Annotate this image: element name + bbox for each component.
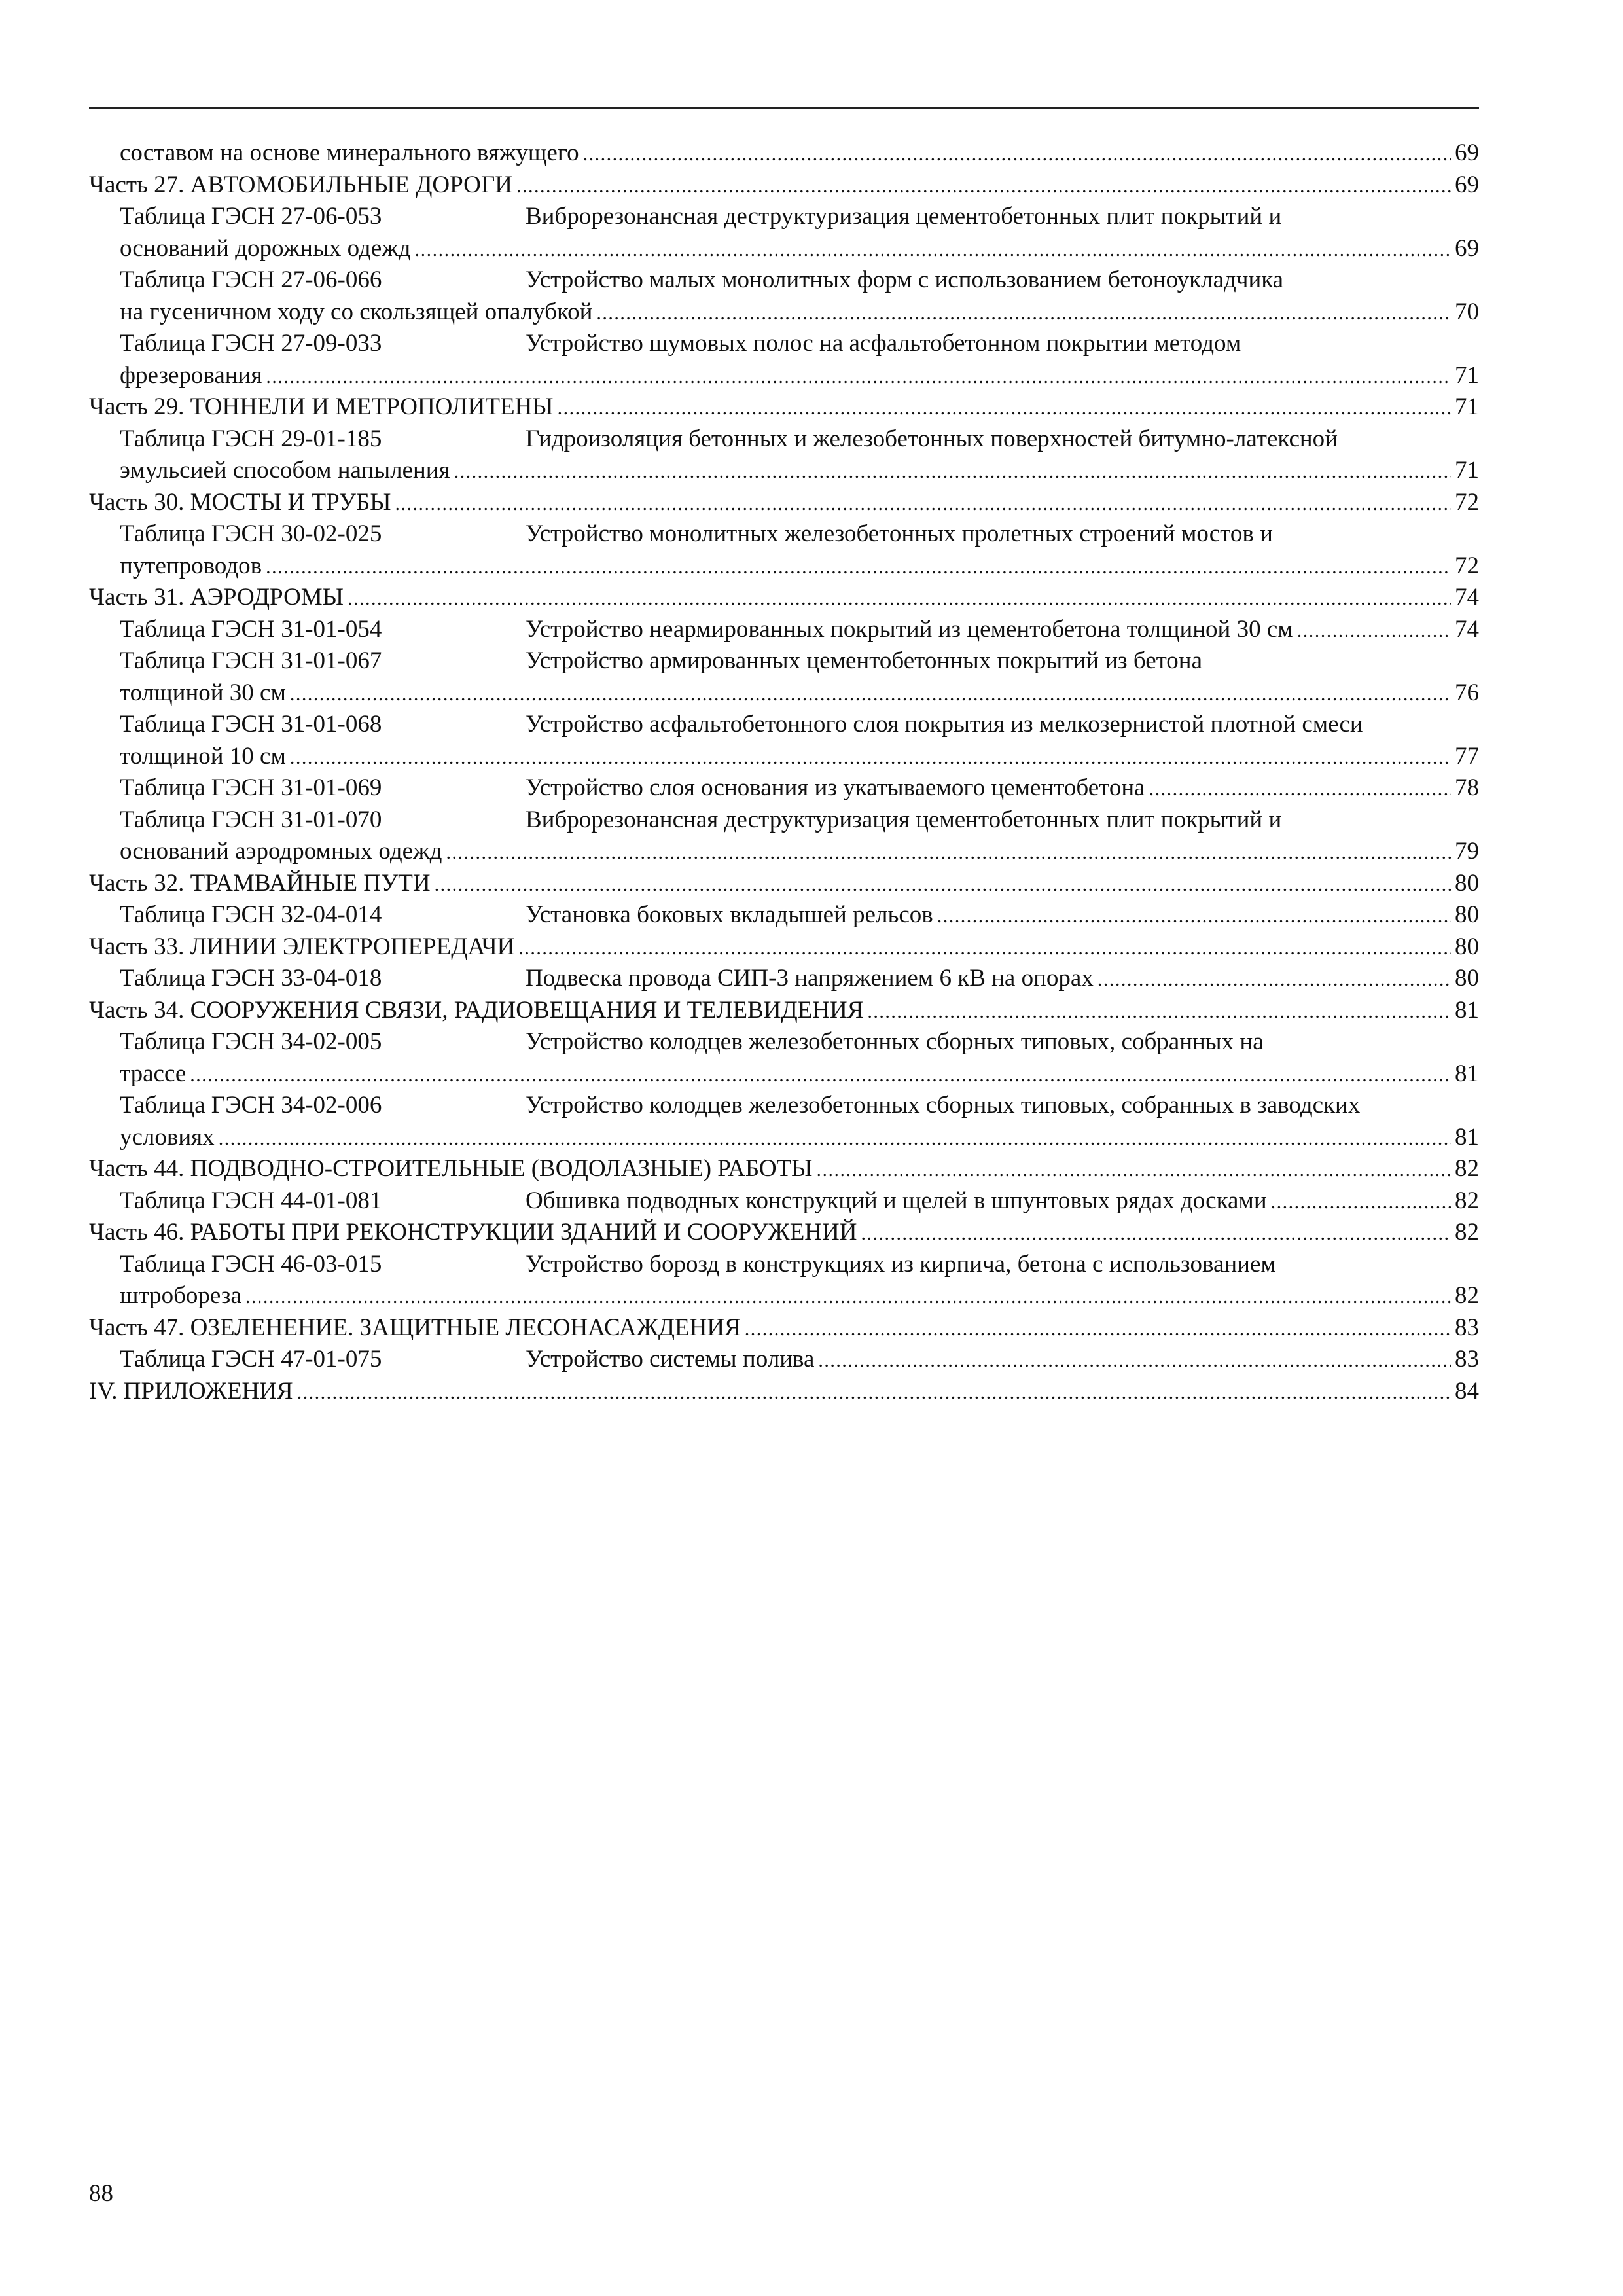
toc-part-entry [89, 931, 1479, 963]
toc-entry-title: Устройство асфальтобетонного слоя покрытия из мелкозернистой плотной смеси [526, 711, 1363, 738]
toc-part-entry [89, 391, 1479, 423]
toc-table-entry [89, 264, 1479, 296]
toc-page-number: 77 [1455, 742, 1479, 770]
toc-page-number: 72 [1455, 488, 1479, 516]
toc-entry-title: на гусеничном ходу со скользящей опалубкой [120, 298, 593, 325]
dot-leader [266, 550, 1451, 584]
toc-entry-title: Устройство армированных цементобетонных покрытий из бетона [526, 647, 1203, 674]
toc-page-number: 82 [1455, 1187, 1479, 1214]
toc-continuation-line [89, 741, 1479, 773]
toc-page-number: 69 [1455, 139, 1479, 166]
toc-table-entry [89, 899, 1479, 931]
toc-continuation-line [89, 1058, 1479, 1090]
toc-part-entry [89, 995, 1479, 1027]
toc-entry-title: штробореза [120, 1282, 241, 1309]
toc-table-code: Таблица ГЭСН 32-04-014 [120, 901, 382, 928]
dot-leader [245, 1280, 1451, 1314]
dot-leader [290, 677, 1451, 711]
toc-entry-title: Часть 34. СООРУЖЕНИЯ СВЯЗИ, РАДИОВЕЩАНИЯ И ТЕЛЕВИДЕНИЯ [89, 996, 864, 1024]
toc-entry-title: Часть 31. АЭРОДРОМЫ [89, 584, 344, 611]
toc-part-entry [89, 1312, 1479, 1344]
toc-entry-title: Устройство борозд в конструкциях из кирпича, бетона с использованием [526, 1250, 1276, 1278]
toc-table-code: Таблица ГЭСН 34-02-006 [120, 1092, 382, 1119]
toc-table-code: Таблица ГЭСН 31-01-069 [120, 774, 382, 801]
table-of-contents [89, 137, 1479, 1407]
toc-page-number: 80 [1455, 901, 1479, 928]
toc-continuation-line [89, 137, 1479, 170]
toc-entry-title: трассе [120, 1060, 187, 1087]
page-number: 88 [89, 2180, 113, 2207]
toc-entry-title: путепроводов [120, 552, 262, 579]
dot-leader [395, 487, 1452, 520]
toc-entry-title: Устройство малых монолитных форм с использованием бетоноукладчика [526, 266, 1284, 293]
dot-leader [867, 995, 1451, 1028]
dot-leader [290, 741, 1451, 774]
toc-page-number: 74 [1455, 584, 1479, 611]
toc-table-code: Таблица ГЭСН 34-02-005 [120, 1028, 382, 1055]
toc-entry-title: Гидроизоляция бетонных и железобетонных поверхностей битумно-латексной [526, 425, 1338, 452]
toc-table-entry [89, 423, 1479, 456]
toc-continuation-line [89, 1280, 1479, 1312]
toc-table-code: Таблица ГЭСН 31-01-067 [120, 647, 382, 674]
toc-entry-title: Часть 32. ТРАМВАЙНЫЕ ПУТИ [89, 869, 431, 897]
toc-page-number: 78 [1455, 774, 1479, 801]
dot-leader [454, 455, 1451, 488]
toc-entry-title: Часть 29. ТОННЕЛИ И МЕТРОПОЛИТЕНЫ [89, 393, 554, 420]
toc-table-entry [89, 709, 1479, 741]
toc-entry-title: Устройство шумовых полос на асфальтобетонном покрытии методом [526, 330, 1241, 357]
toc-entry-title: Часть 33. ЛИНИИ ЭЛЕКТРОПЕРЕДАЧИ [89, 933, 515, 960]
toc-page-number: 82 [1455, 1219, 1479, 1246]
toc-table-code: Таблица ГЭСН 29-01-185 [120, 425, 382, 452]
toc-page-number: 69 [1455, 234, 1479, 262]
toc-page-number: 70 [1455, 298, 1479, 325]
toc-entry-title: Установка боковых вкладышей рельсов [526, 901, 933, 928]
toc-continuation-line [89, 455, 1479, 487]
toc-table-code: Таблица ГЭСН 27-06-053 [120, 203, 382, 230]
toc-table-code: Таблица ГЭСН 31-01-054 [120, 615, 382, 643]
toc-entry-title: Часть 44. ПОДВОДНО-СТРОИТЕЛЬНЫЕ (ВОДОЛАЗНЫЕ) РАБОТЫ [89, 1155, 813, 1182]
toc-entry-title: Виброрезонансная деструктуризация цементобетонных плит покрытий и [526, 203, 1282, 230]
toc-page-number: 83 [1455, 1314, 1479, 1341]
toc-continuation-line [89, 233, 1479, 265]
dot-leader [583, 137, 1451, 171]
toc-entry-title: Часть 27. АВТОМОБИЛЬНЫЕ ДОРОГИ [89, 171, 513, 198]
toc-table-entry [89, 1090, 1479, 1122]
toc-entry-title: Устройство слоя основания из укатываемого цементобетона [526, 774, 1145, 801]
dot-leader [219, 1122, 1451, 1155]
toc-page-number: 71 [1455, 361, 1479, 389]
toc-table-code: Таблица ГЭСН 33-04-018 [120, 965, 382, 992]
dot-leader [266, 360, 1451, 393]
toc-entry-title: фрезерования [120, 361, 262, 389]
toc-part-entry [89, 868, 1479, 900]
toc-page-number: 82 [1455, 1282, 1479, 1309]
toc-page-number: 79 [1455, 838, 1479, 865]
toc-page-number: 80 [1455, 933, 1479, 960]
dot-leader [861, 1217, 1451, 1250]
dot-leader [516, 170, 1451, 203]
toc-continuation-line [89, 360, 1479, 392]
toc-entry-title: Часть 30. МОСТЫ И ТРУБЫ [89, 488, 391, 516]
dot-leader [1297, 614, 1451, 647]
toc-continuation-line [89, 836, 1479, 868]
toc-part-entry [89, 582, 1479, 614]
toc-page-number: 80 [1455, 869, 1479, 897]
toc-table-entry [89, 804, 1479, 836]
dot-leader [558, 391, 1451, 425]
toc-table-entry [89, 1026, 1479, 1058]
dot-leader [415, 233, 1451, 266]
dot-leader [818, 1344, 1451, 1377]
toc-page-number: 81 [1455, 1060, 1479, 1087]
dot-leader [348, 582, 1451, 615]
toc-part-entry [89, 170, 1479, 202]
dot-leader [190, 1058, 1451, 1092]
toc-table-entry [89, 645, 1479, 677]
dot-leader [937, 899, 1451, 933]
toc-entry-title: оснований аэродромных одежд [120, 838, 442, 865]
toc-page-number: 81 [1455, 1123, 1479, 1151]
toc-table-entry [89, 201, 1479, 233]
toc-entry-title: толщиной 30 см [120, 679, 286, 706]
toc-table-code: Таблица ГЭСН 47-01-075 [120, 1346, 382, 1372]
toc-page-number: 72 [1455, 552, 1479, 579]
dot-leader [446, 836, 1451, 869]
toc-page-number: 80 [1455, 965, 1479, 992]
toc-table-code: Таблица ГЭСН 44-01-081 [120, 1187, 382, 1214]
toc-entry-title: Устройство колодцев железобетонных сборных типовых, собранных на [526, 1028, 1264, 1055]
toc-table-code: Таблица ГЭСН 27-06-066 [120, 266, 382, 293]
dot-leader [435, 868, 1451, 901]
toc-table-entry [89, 772, 1479, 804]
toc-page-number: 83 [1455, 1346, 1479, 1372]
toc-part-entry [89, 487, 1479, 519]
toc-entry-title: Устройство неармированных покрытий из цементобетона толщиной 30 см [526, 615, 1293, 643]
toc-entry-title: IV. ПРИЛОЖЕНИЯ [89, 1377, 293, 1405]
dot-leader [297, 1376, 1451, 1409]
toc-table-code: Таблица ГЭСН 27-09-033 [120, 330, 382, 357]
toc-entry-title: Подвеска провода СИП-3 напряжением 6 кВ на опорах [526, 965, 1094, 992]
toc-entry-title: Устройство монолитных железобетонных пролетных строений мостов и [526, 520, 1273, 547]
toc-table-code: Таблица ГЭСН 31-01-070 [120, 806, 382, 833]
toc-entry-title: Устройство системы полива [526, 1346, 815, 1372]
dot-leader [1271, 1185, 1451, 1219]
toc-table-entry [89, 518, 1479, 550]
dot-leader [1097, 963, 1451, 996]
toc-entry-title: Виброрезонансная деструктуризация цементобетонных плит покрытий и [526, 806, 1282, 833]
dot-leader [596, 296, 1451, 330]
toc-page-number: 82 [1455, 1155, 1479, 1182]
toc-part-entry [89, 1153, 1479, 1185]
toc-entry-title: эмульсией способом напыления [120, 457, 450, 484]
toc-page-number: 71 [1455, 393, 1479, 420]
toc-page-number: 74 [1455, 615, 1479, 643]
toc-page-number: 71 [1455, 457, 1479, 484]
toc-table-entry [89, 1185, 1479, 1217]
toc-part-entry [89, 1376, 1479, 1408]
dot-leader [816, 1153, 1451, 1187]
toc-table-entry [89, 1344, 1479, 1376]
toc-table-entry [89, 1249, 1479, 1281]
dot-leader [1149, 772, 1451, 806]
toc-table-entry [89, 614, 1479, 646]
dot-leader [745, 1312, 1451, 1346]
toc-entry-title: условиях [120, 1123, 215, 1151]
toc-table-entry [89, 328, 1479, 360]
toc-page-number: 84 [1455, 1377, 1479, 1405]
dot-leader [518, 931, 1451, 965]
header-rule [89, 107, 1479, 109]
toc-entry-title: Устройство колодцев железобетонных сборных типовых, собранных в заводских [526, 1092, 1361, 1119]
toc-entry-title: составом на основе минерального вяжущего [120, 139, 579, 166]
toc-entry-title: толщиной 10 см [120, 742, 286, 770]
toc-page-number: 81 [1455, 996, 1479, 1024]
toc-entry-title: Обшивка подводных конструкций и щелей в шпунтовых рядах досками [526, 1187, 1267, 1214]
toc-table-code: Таблица ГЭСН 46-03-015 [120, 1250, 382, 1278]
toc-continuation-line [89, 1122, 1479, 1154]
toc-table-code: Таблица ГЭСН 30-02-025 [120, 520, 382, 547]
toc-entry-title: Часть 47. ОЗЕЛЕНЕНИЕ. ЗАЩИТНЫЕ ЛЕСОНАСАЖДЕНИЯ [89, 1314, 741, 1341]
toc-continuation-line [89, 550, 1479, 583]
toc-continuation-line [89, 677, 1479, 709]
toc-table-code: Таблица ГЭСН 31-01-068 [120, 711, 382, 738]
toc-entry-title: оснований дорожных одежд [120, 234, 411, 262]
toc-continuation-line [89, 296, 1479, 329]
toc-part-entry [89, 1217, 1479, 1249]
toc-entry-title: Часть 46. РАБОТЫ ПРИ РЕКОНСТРУКЦИИ ЗДАНИЙ И СООРУЖЕНИЙ [89, 1219, 857, 1246]
toc-page-number: 76 [1455, 679, 1479, 706]
toc-page-number: 69 [1455, 171, 1479, 198]
toc-table-entry [89, 963, 1479, 995]
